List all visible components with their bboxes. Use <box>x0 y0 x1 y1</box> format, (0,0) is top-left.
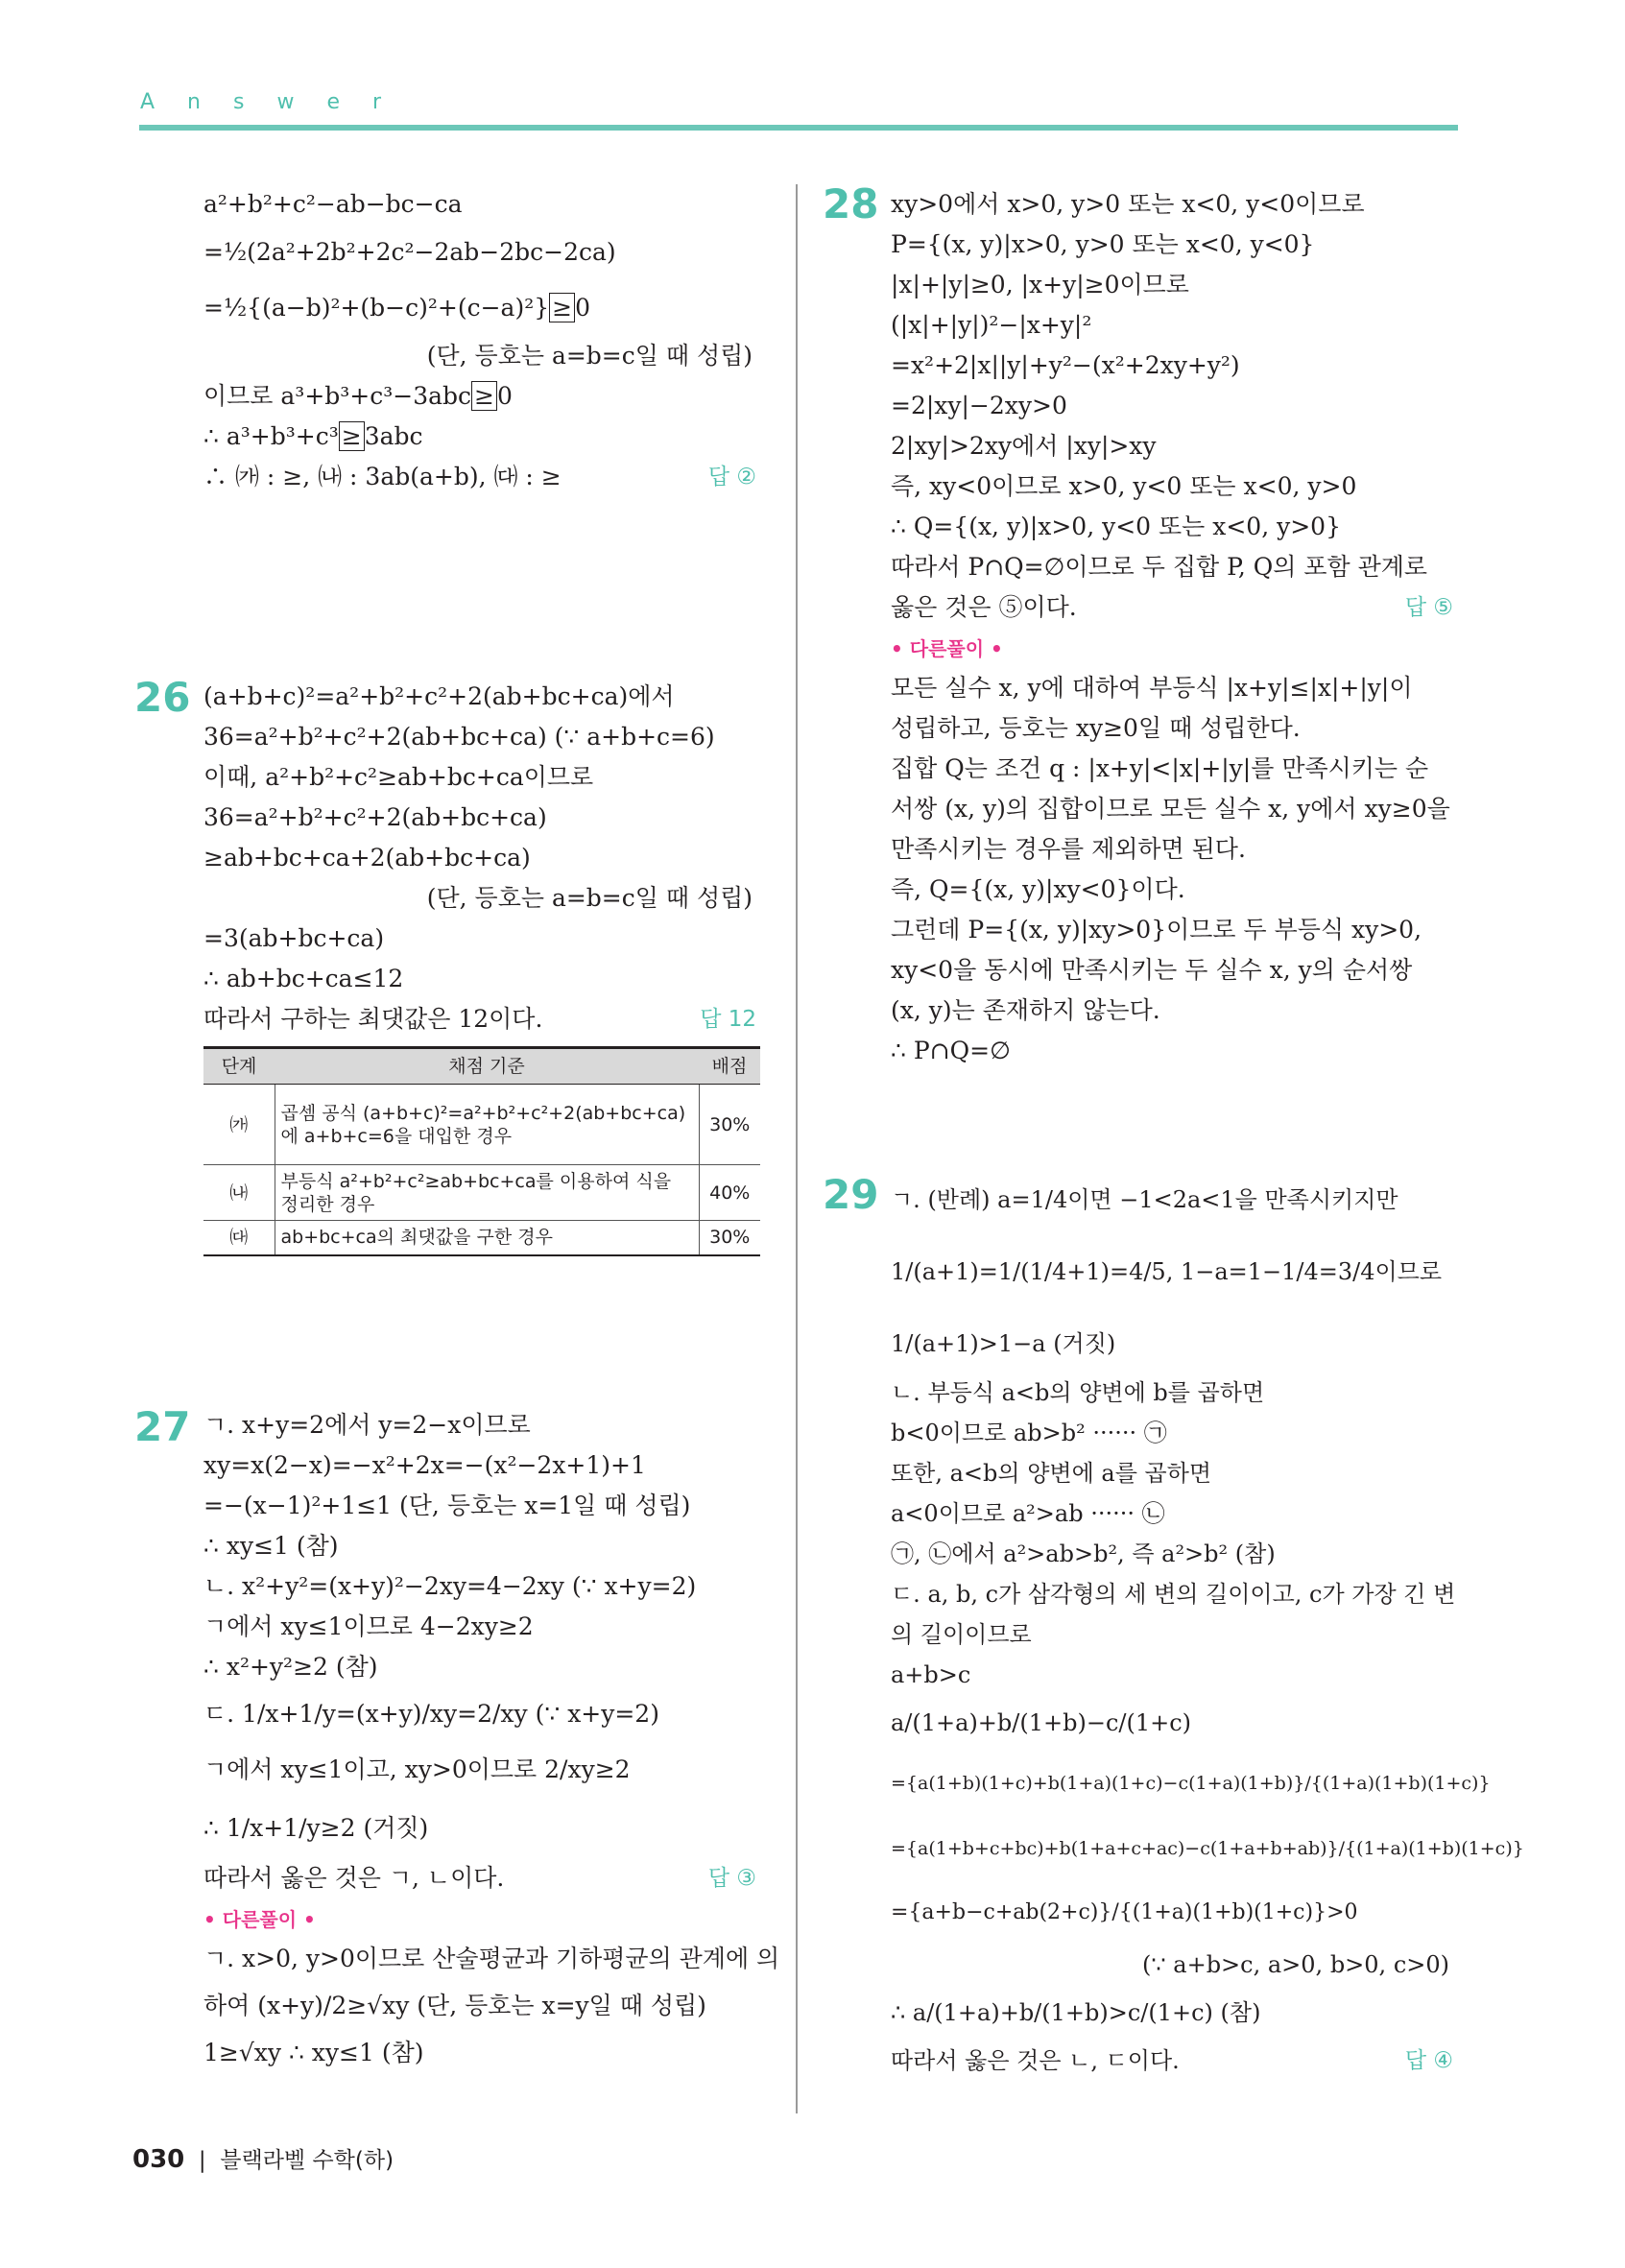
q28-alt-line: (x, y)는 존재하지 않는다. <box>891 996 1160 1024</box>
answer-label: 답 ③ <box>707 1866 756 1891</box>
table-cell: ㈐ <box>203 1221 275 1255</box>
q29-line: 의 길이이므로 <box>891 1621 1032 1648</box>
q28-line: =x²+2|x||y|+y²−(x²+2xy+y²) <box>891 351 1240 379</box>
header-rule <box>139 125 1458 131</box>
q27-line: xy=x(2−x)=−x²+2x=−(x²−2x+1)+1 <box>203 1451 646 1479</box>
q28-alt-line: xy<0을 동시에 만족시키는 두 실수 x, y의 순서쌍 <box>891 956 1413 984</box>
q28-line: xy>0에서 x>0, y>0 또는 x<0, y<0이므로 <box>891 190 1365 218</box>
q29-line: 1/(a+1)=1/(1/4+1)=4/5, 1−a=1−1/4=3/4이므로 <box>891 1258 1443 1285</box>
q27-alt-line: 하여 (x+y)/2≥√xy (단, 등호는 x=y일 때 성립) <box>203 1992 706 2019</box>
answer-label: 답 ② <box>707 465 756 489</box>
q25-line: 이므로 a³+b³+c³−3abc ≥ 0 <box>203 382 513 410</box>
table-cell: 부등식 a²+b²+c²≥ab+bc+ca를 이용하여 식을 정리한 경우 <box>275 1165 699 1221</box>
question-number: 27 <box>134 1403 191 1450</box>
table-header-row <box>203 1048 760 1085</box>
answer-label: 답 12 <box>700 1007 756 1032</box>
q28-line: ∴ Q={(x, y)|x>0, y<0 또는 x<0, y>0} <box>891 513 1341 540</box>
blank-box: ≥ <box>471 381 497 411</box>
column-divider <box>796 184 798 2113</box>
table-row <box>203 1221 760 1255</box>
q27-line: ㄷ. 1/x+1/y=(x+y)/xy=2/xy (∵ x+y=2) <box>203 1700 659 1728</box>
q29-line: a+b>c <box>891 1661 971 1688</box>
q28-line: |x|+|y|≥0, |x+y|≥0이므로 <box>891 271 1189 298</box>
q26-line: 36=a²+b²+c²+2(ab+bc+ca) <box>203 803 547 831</box>
blank-box: ≥ <box>339 421 365 451</box>
table-header: 배점 <box>699 1048 760 1085</box>
q27-line: ㄴ. x²+y²=(x+y)²−2xy=4−2xy (∵ x+y=2) <box>203 1572 697 1600</box>
q26-line: ≥ab+bc+ca+2(ab+bc+ca) <box>203 844 531 871</box>
q29-line: ={a+b−c+ab(2+c)}/{(1+a)(1+b)(1+c)}>0 <box>891 1900 1358 1924</box>
alt-solution-label: • 다른풀이 • <box>891 637 1003 660</box>
q28-alt-line: 그런데 P={(x, y)|xy>0}이므로 두 부등식 xy>0, <box>891 916 1422 943</box>
q29-line: a<0이므로 a²>ab ······ ㉡ <box>891 1500 1165 1527</box>
q29-line: a/(1+a)+b/(1+b)−c/(1+c) <box>891 1709 1192 1736</box>
q26-conclusion: 따라서 구하는 최댓값은 12이다. 답 12 <box>203 999 760 1039</box>
q29-line: ㉠, ㉡에서 a²>ab>b², 즉 a²>b² (참) <box>891 1540 1276 1567</box>
q27-conclusion: 따라서 옳은 것은 ㄱ, ㄴ이다. 답 ③ <box>203 1858 760 1898</box>
answer-label: 답 ⑤ <box>1404 595 1453 620</box>
header-label: Answer <box>140 90 415 114</box>
q28-line: 2|xy|>2xy에서 |xy|>xy <box>891 432 1157 460</box>
q28-line: 따라서 P∩Q=∅이므로 두 집합 P, Q의 포함 관계로 <box>891 553 1428 581</box>
q26-line: 이때, a²+b²+c²≥ab+bc+ca이므로 <box>203 763 594 791</box>
q28-alt-line: 모든 실수 x, y에 대하여 부등식 |x+y|≤|x|+|y|이 <box>891 674 1413 702</box>
answer-label: 답 ④ <box>1404 2048 1453 2073</box>
q29-line: b<0이므로 ab>b² ······ ㉠ <box>891 1420 1167 1446</box>
q26-condition: (단, 등호는 a=b=c일 때 성립) <box>426 884 753 912</box>
q27-line: ∴ xy≤1 (참) <box>203 1532 339 1560</box>
table-cell: 30% <box>699 1085 760 1165</box>
q28-line: 옳은 것은 ⑤이다. 답 ⑤ <box>891 587 1457 628</box>
q28-alt-line: 만족시키는 경우를 제외하면 된다. <box>891 835 1246 863</box>
alt-solution-label: • 다른풀이 • <box>203 1908 316 1931</box>
q27-line: ㄱ에서 xy≤1이고, xy>0이므로 2/xy≥2 <box>203 1755 631 1783</box>
question-number: 26 <box>134 674 191 721</box>
q28-line: (|x|+|y|)²−|x+y|² <box>891 311 1092 339</box>
q29-line: 또한, a<b의 양변에 a를 곱하면 <box>891 1460 1212 1487</box>
q29-line: ={a(1+b+c+bc)+b(1+a+c+ac)−c(1+a+b+ab)}/{(1+a)(1+b)(1+c)} <box>891 1838 1524 1859</box>
q25-condition: (단, 등호는 a=b=c일 때 성립) <box>426 342 753 370</box>
q25-line: a²+b²+c²−ab−bc−ca <box>203 190 463 218</box>
q28-alt-line: 즉, Q={(x, y)|xy<0}이다. <box>891 875 1185 903</box>
q29-line: ㄴ. 부등식 a<b의 양변에 b를 곱하면 <box>891 1379 1265 1406</box>
table-row <box>203 1165 760 1221</box>
q29-line: ∴ a/(1+a)+b/(1+b)>c/(1+c) (참) <box>891 1999 1261 2026</box>
q28-alt-line: 서쌍 (x, y)의 집합이므로 모든 실수 x, y에서 xy≥0을 <box>891 795 1450 823</box>
q28-line: =2|xy|−2xy>0 <box>891 392 1067 419</box>
footer <box>132 2142 394 2174</box>
q25-line: =½{(a−b)²+(b−c)²+(c−a)²} ≥ 0 <box>203 294 590 322</box>
q28-line: P={(x, y)|x>0, y>0 또는 x<0, y<0} <box>891 230 1315 258</box>
q28-alt-line: ∴ P∩Q=∅ <box>891 1037 1011 1064</box>
table-cell: 곱셈 공식 (a+b+c)²=a²+b²+c²+2(ab+bc+ca)에 a+b+c=6을 대입한 경우 <box>275 1085 699 1165</box>
q29-line: 1/(a+1)>1−a (거짓) <box>891 1330 1116 1357</box>
q25-line: ∴ a³+b³+c³ ≥ 3abc <box>203 422 423 450</box>
q27-alt-line: 1≥√xy ∴ xy≤1 (참) <box>203 2039 424 2066</box>
q28-alt-line: 집합 Q는 조건 q : |x+y|<|x|+|y|를 만족시키는 순 <box>891 754 1429 782</box>
table-cell: ㈎ <box>203 1085 275 1165</box>
table-header: 단계 <box>203 1048 275 1085</box>
q25-result: ∴ ㈎ : ≥, ㈏ : 3ab(a+b), ㈐ : ≥ 답 ② <box>203 457 760 497</box>
q27-line: ㄱ. x+y=2에서 y=2−x이므로 <box>203 1411 531 1439</box>
table-cell: ab+bc+ca의 최댓값을 구한 경우 <box>275 1221 699 1255</box>
q25-solution <box>203 184 760 497</box>
q27-solution <box>203 1405 780 2073</box>
question-number: 28 <box>823 180 879 227</box>
q26-line: ∴ ab+bc+ca≤12 <box>203 965 404 992</box>
q27-alt-line: ㄱ. x>0, y>0이므로 산술평균과 기하평균의 관계에 의 <box>203 1945 780 1972</box>
q26-solution <box>203 677 760 1039</box>
q28-line: 즉, xy<0이므로 x>0, y<0 또는 x<0, y>0 <box>891 472 1357 500</box>
scoring-table <box>203 1046 760 1256</box>
q27-line: ∴ 1/x+1/y≥2 (거짓) <box>203 1814 429 1842</box>
q29-conclusion: 따라서 옳은 것은 ㄴ, ㄷ이다. 답 ④ <box>891 2041 1457 2081</box>
table-cell: 30% <box>699 1221 760 1255</box>
q28-alt-line: 성립하고, 등호는 xy≥0일 때 성립한다. <box>891 714 1301 742</box>
q29-line: ㄷ. a, b, c가 삼각형의 세 변의 길이이고, c가 가장 긴 변 <box>891 1581 1456 1608</box>
footer-separator: | <box>191 2148 213 2173</box>
blank-box: ≥ <box>549 293 575 322</box>
q29-solution <box>891 1171 1524 2081</box>
q27-line: =−(x−1)²+1≤1 (단, 등호는 x=1일 때 성립) <box>203 1492 691 1519</box>
table-row <box>203 1085 760 1165</box>
q27-line: ㄱ에서 xy≤1이므로 4−2xy≥2 <box>203 1612 534 1640</box>
q29-condition: (∵ a+b>c, a>0, b>0, c>0) <box>1142 1951 1449 1978</box>
q26-line: =3(ab+bc+ca) <box>203 924 385 952</box>
q29-line: ={a(1+b)(1+c)+b(1+a)(1+c)−c(1+a)(1+b)}/{(1+a)(1+b)(1+c)} <box>891 1773 1491 1794</box>
q26-line: (a+b+c)²=a²+b²+c²+2(ab+bc+ca)에서 <box>203 682 675 710</box>
table-header: 채점 기준 <box>275 1048 699 1085</box>
question-number: 29 <box>823 1171 879 1218</box>
book-title: 블랙라벨 수학(하) <box>220 2148 394 2173</box>
q27-line: ∴ x²+y²≥2 (참) <box>203 1653 378 1681</box>
page-number: 030 <box>132 2145 185 2174</box>
q25-line: =½(2a²+2b²+2c²−2ab−2bc−2ca) <box>203 238 616 266</box>
q29-line: ㄱ. (반례) a=1/4이면 −1<2a<1을 만족시키지만 <box>891 1186 1398 1213</box>
table-cell: ㈏ <box>203 1165 275 1221</box>
table-cell: 40% <box>699 1165 760 1221</box>
q26-line: 36=a²+b²+c²+2(ab+bc+ca) (∵ a+b+c=6) <box>203 723 715 751</box>
q28-solution <box>891 184 1457 1071</box>
